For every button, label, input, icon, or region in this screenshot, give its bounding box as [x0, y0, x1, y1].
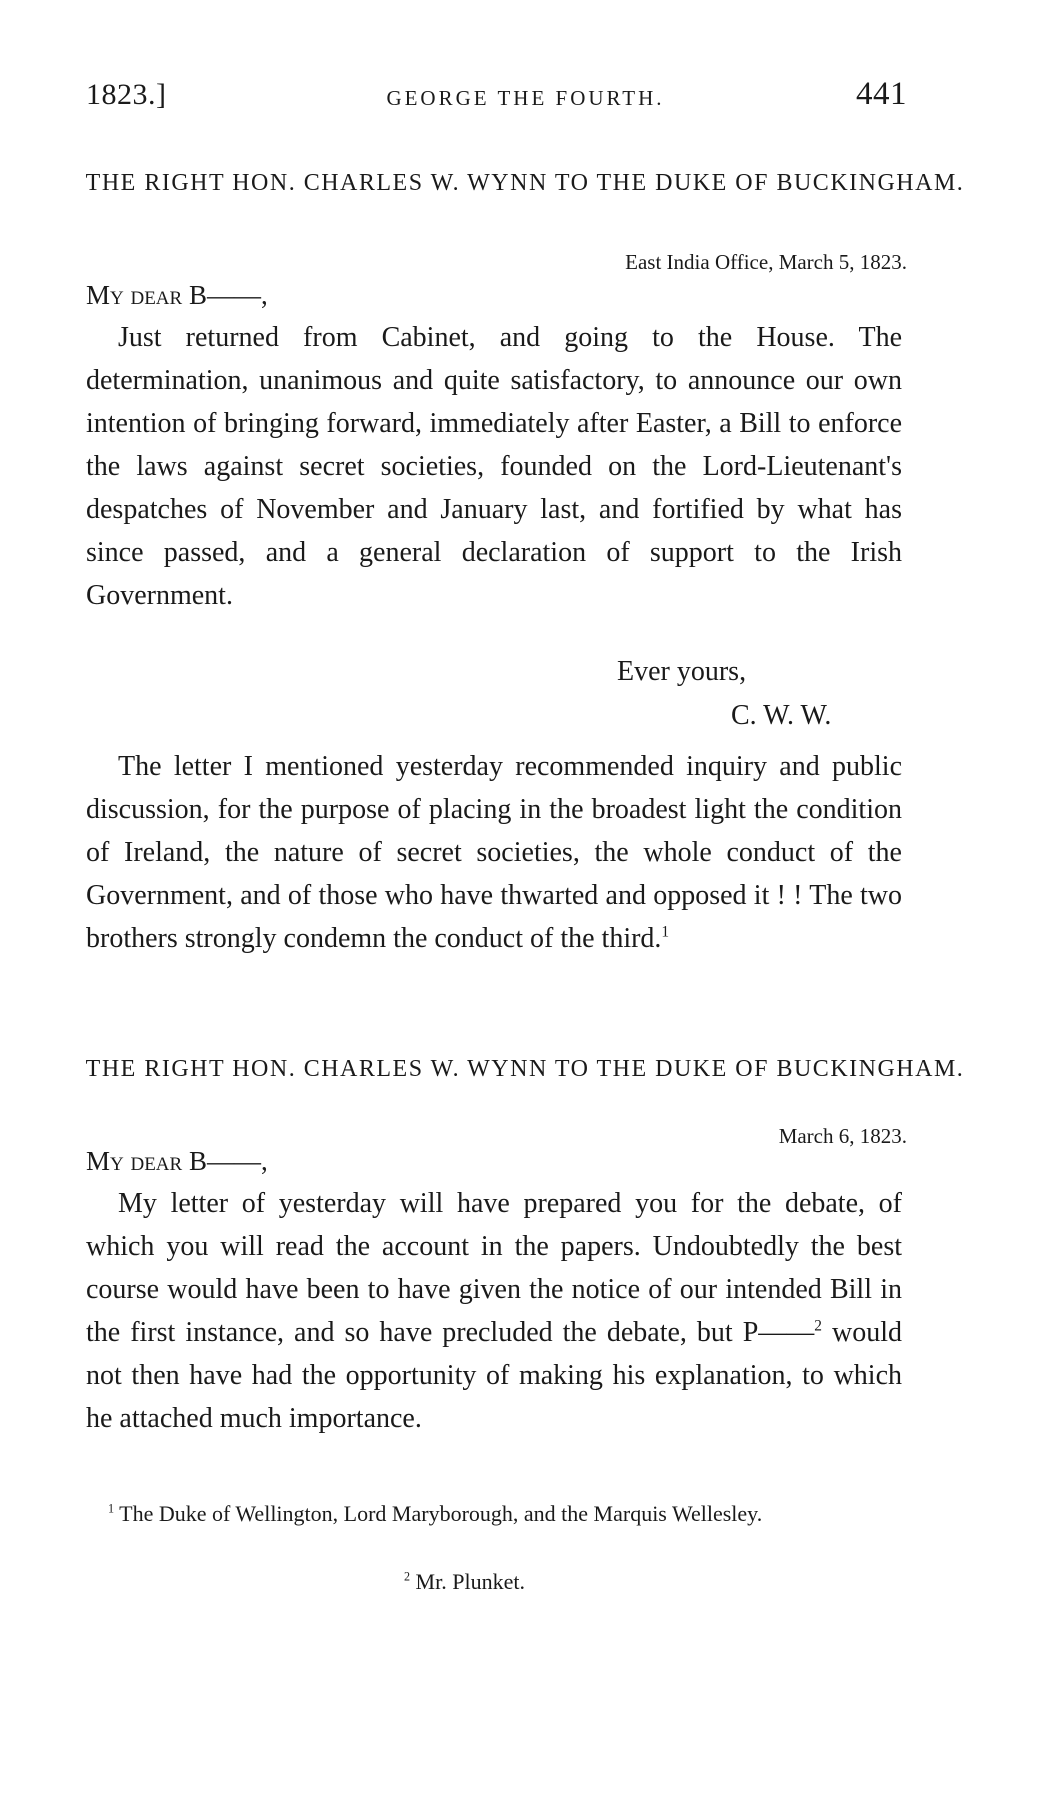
letter2-body-text-b: would not then have had the opportunity of making his explanation, to which he attached much importance. [86, 1317, 902, 1434]
letter1-salutation-name: B——, [182, 280, 268, 310]
letter2-body-text-a: My letter of yesterday will have prepared you for the debate, of which you will read the account in the papers. Undoubtedly the best course would have been to have given the notice of our intended Bill in the first instance, and so have precluded the debate, but P—— [86, 1188, 902, 1348]
letter2-salutation [86, 1146, 268, 1177]
letter2-heading: THE RIGHT HON. CHARLES W. WYNN TO THE DUKE OF BUCKINGHAM. [85, 1056, 965, 1082]
letter2-body [86, 1182, 902, 1440]
letter2-salutation-cap: My dear [86, 1146, 183, 1176]
letter1-salutation-cap: My dear [86, 280, 183, 310]
footnote-ref-1: 1 [661, 923, 670, 941]
footnote-2-text: Mr. Plunket. [410, 1569, 525, 1594]
letter1-body-text: Just returned from Cabinet, and going to the House. The determination, unanimous and quite satisfactory, to announce our own intention of bringing forward, immediately after Easter, a Bill to enforce the laws against secret societies, founded on the Lord-Lieutenant's despatches of November and January last, and fortified by what has since passed, and a general declaration of support to the Irish Government. [86, 322, 902, 611]
letter1-dateline: East India Office, March 5, 1823. [625, 250, 907, 274]
letter1-signature: C. W. W. [731, 700, 832, 731]
footnote-ref-2: 2 [814, 1317, 822, 1335]
letter2-dateline: March 6, 1823. [778, 1124, 907, 1148]
footnote-1-mark: 1 [108, 1501, 115, 1516]
running-head-title: GEORGE THE FOURTH. [386, 86, 665, 110]
letter1-closing: Ever yours, [617, 656, 747, 687]
interlude-paragraph [86, 745, 902, 960]
letter1-heading: THE RIGHT HON. CHARLES W. WYNN TO THE DUKE OF BUCKINGHAM. [85, 170, 965, 196]
footnote-2-mark: 2 [404, 1569, 411, 1584]
running-head-year: 1823.] [86, 78, 167, 111]
interlude-text: The letter I mentioned yesterday recommended inquiry and public discussion, for the purpose of placing in the broadest light the condition of Ireland, the nature of secret societies, the whole conduct of the Government, and of those who have thwarted and opposed it ! ! The two brothers strongly condemn the conduct of the third. [86, 751, 902, 954]
letter1-salutation [86, 280, 268, 311]
letter1-body [86, 316, 902, 617]
footnote-1 [86, 1498, 902, 1530]
footnote-1-text: The Duke of Wellington, Lord Maryborough, and the Marquis Wellesley. [114, 1501, 763, 1526]
page-number: 441 [856, 76, 907, 112]
footnote-2 [404, 1566, 525, 1598]
letter2-salutation-name: B——, [182, 1146, 268, 1176]
